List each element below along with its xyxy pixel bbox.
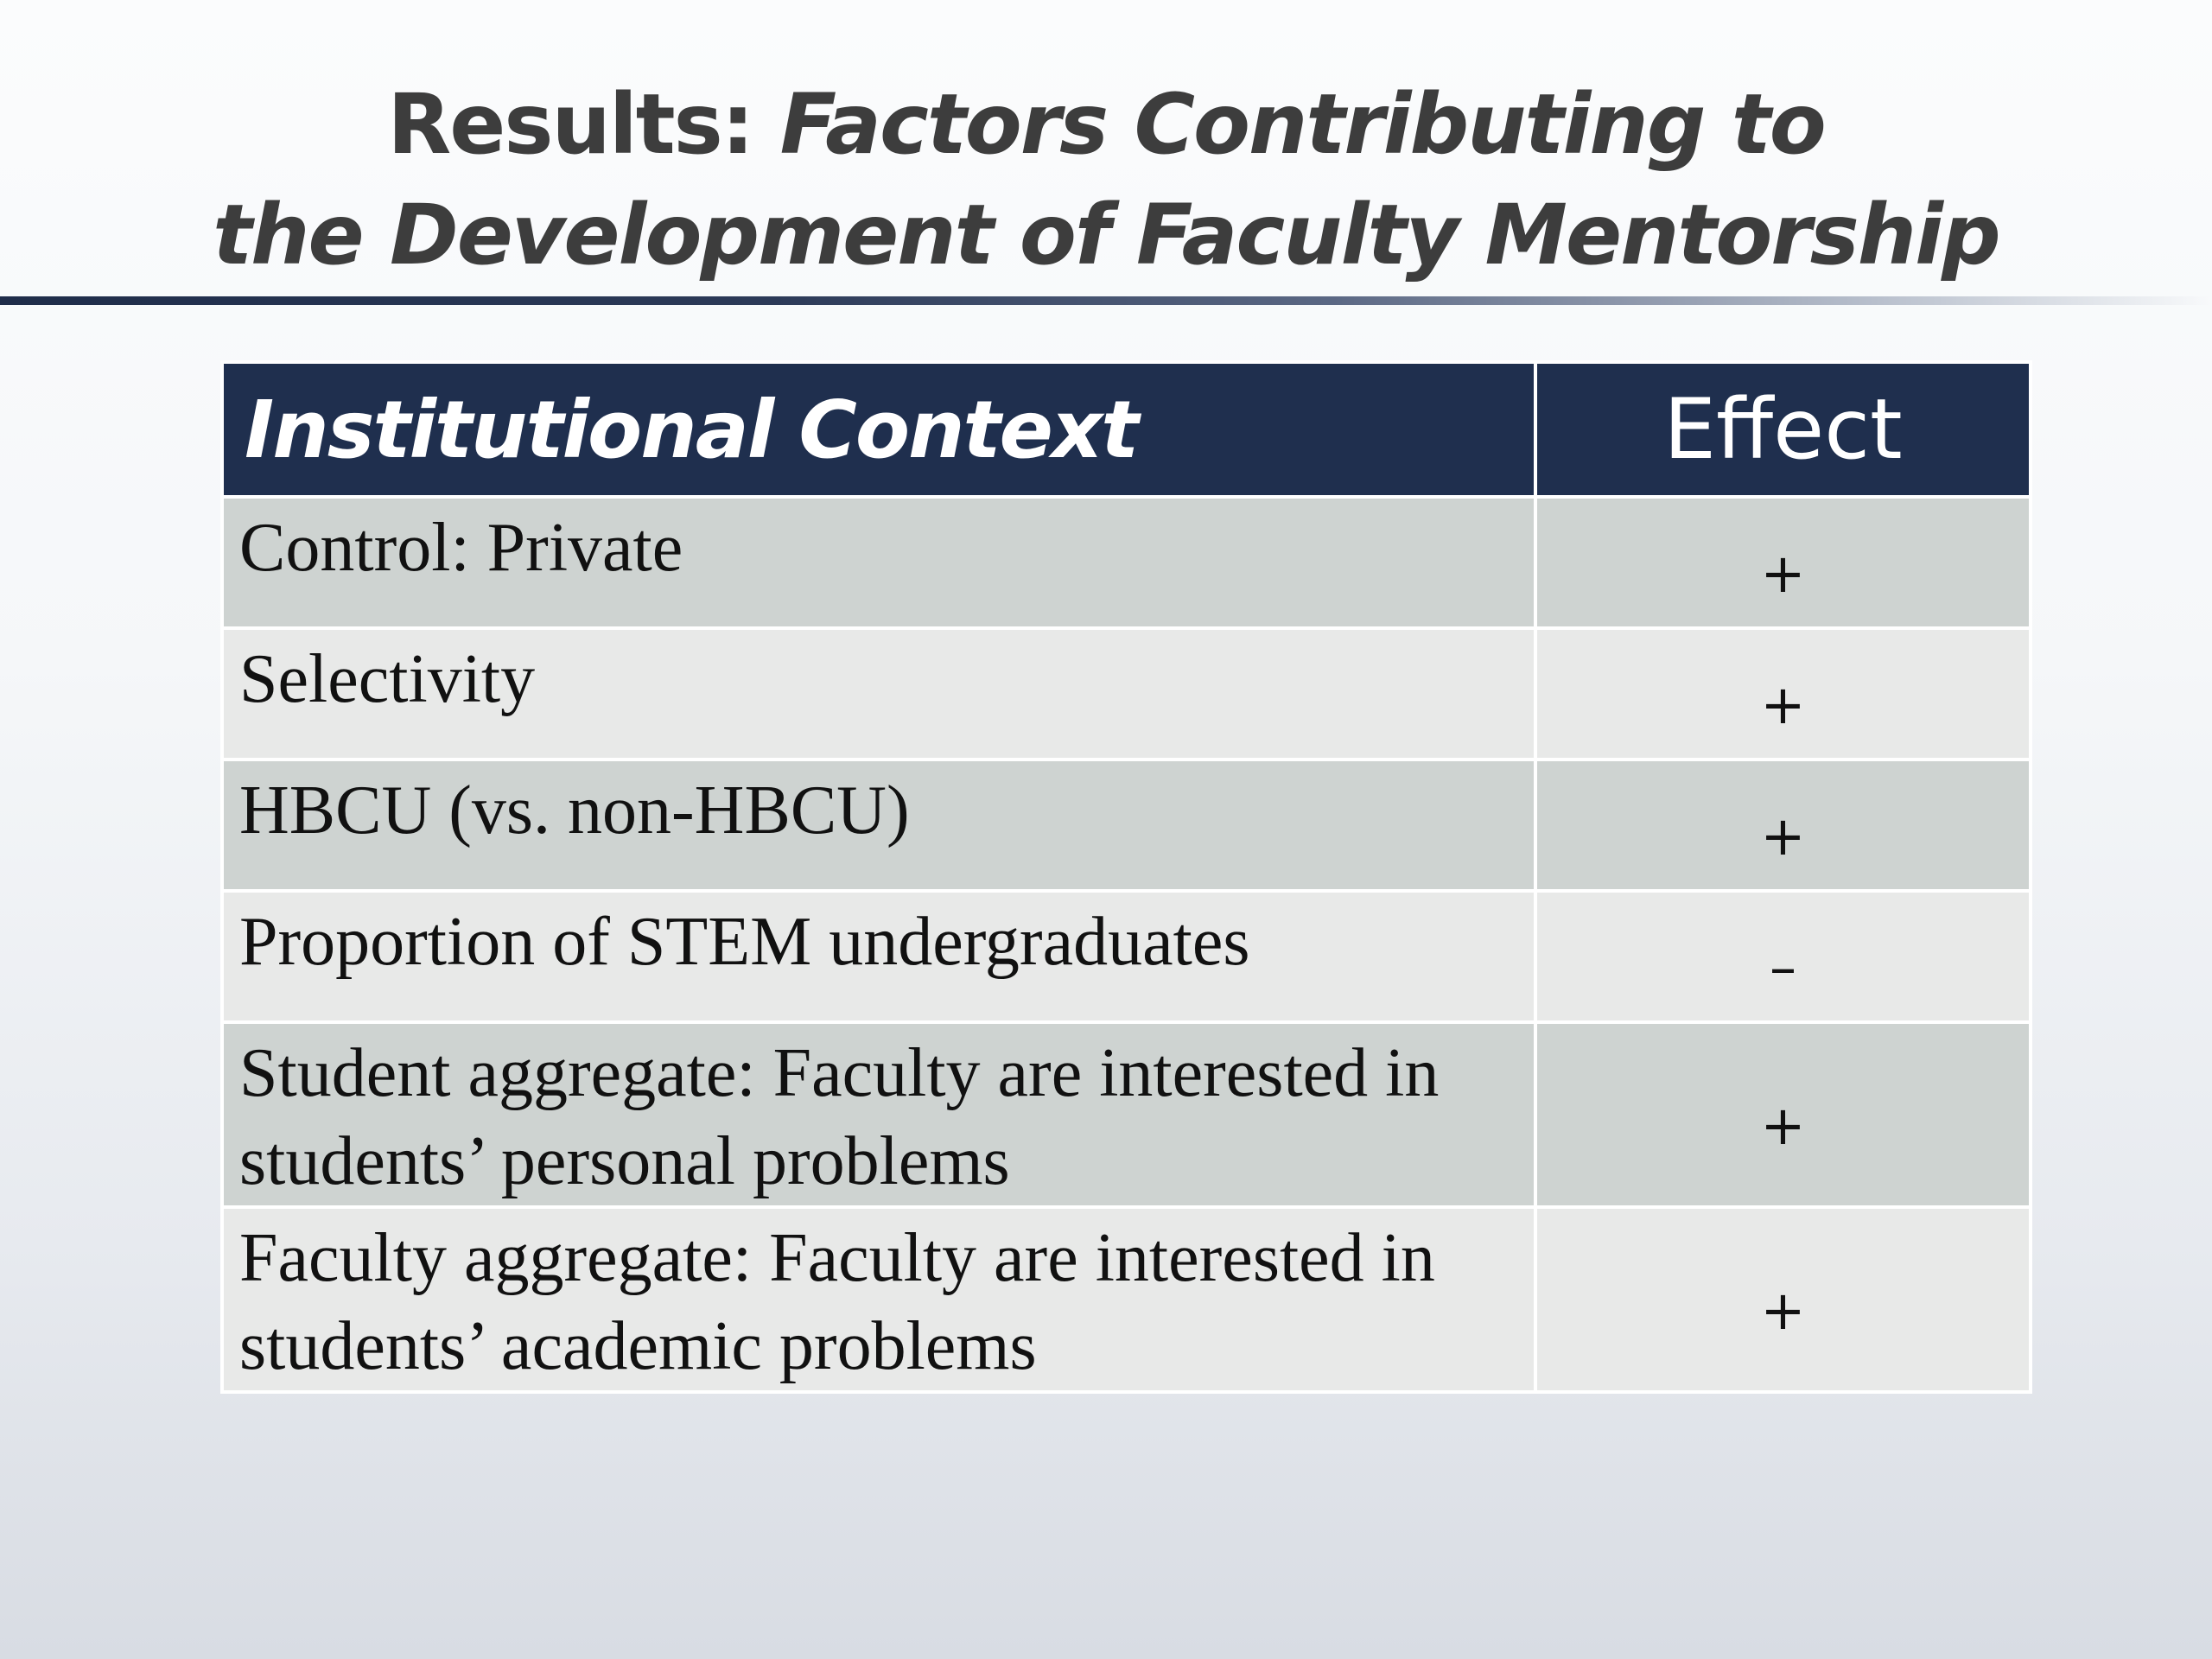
table-row (222, 760, 2031, 891)
title-line-1 (0, 69, 2212, 180)
factor-text-line-2: students’ personal problems (239, 1123, 1010, 1199)
factor-text-line-2: students’ academic problems (239, 1308, 1037, 1384)
header-effect: Effect (1535, 362, 2031, 497)
header-institutional-context: Institutional Context (222, 362, 1535, 497)
title-italic-part-1: Factors Contributing to (779, 76, 1825, 173)
effect-cell (1535, 497, 2031, 628)
factor-text: Selectivity (239, 641, 536, 717)
factor-cell (222, 497, 1535, 628)
factor-text-line-1: Student aggregate: Faculty are interested in (239, 1035, 1440, 1111)
factor-cell (222, 891, 1535, 1022)
table-row (222, 1207, 2031, 1392)
factor-cell (222, 1022, 1535, 1207)
effect-sign: + (1760, 1278, 1806, 1342)
effect-sign: + (1760, 541, 1806, 605)
factor-cell (222, 760, 1535, 891)
results-table (220, 360, 2032, 1394)
factor-text: Control: Private (239, 510, 683, 586)
factor-text: HBCU (vs. non-HBCU) (239, 772, 910, 849)
effect-cell (1535, 891, 2031, 1022)
factor-cell (222, 628, 1535, 760)
table-row (222, 891, 2031, 1022)
factor-text-line-1: Faculty aggregate: Faculty are interested in (239, 1220, 1435, 1296)
effect-cell (1535, 760, 2031, 891)
table-row (222, 628, 2031, 760)
effect-cell (1535, 1207, 2031, 1392)
title-line-2: the Development of Faculty Mentorship (213, 187, 1999, 283)
effect-cell (1535, 628, 2031, 760)
effect-sign: – (1770, 935, 1796, 999)
title-prefix: Results: (387, 76, 780, 173)
table-row (222, 497, 2031, 628)
factor-text: Proportion of STEM undergraduates (239, 904, 1250, 980)
effect-sign: + (1760, 1093, 1806, 1157)
effect-sign: + (1760, 804, 1806, 868)
factor-cell (222, 1207, 1535, 1392)
title-divider (0, 296, 2212, 305)
slide-title (0, 69, 2212, 290)
effect-sign: + (1760, 672, 1806, 736)
table-header-row (222, 362, 2031, 497)
effect-cell (1535, 1022, 2031, 1207)
table-row (222, 1022, 2031, 1207)
